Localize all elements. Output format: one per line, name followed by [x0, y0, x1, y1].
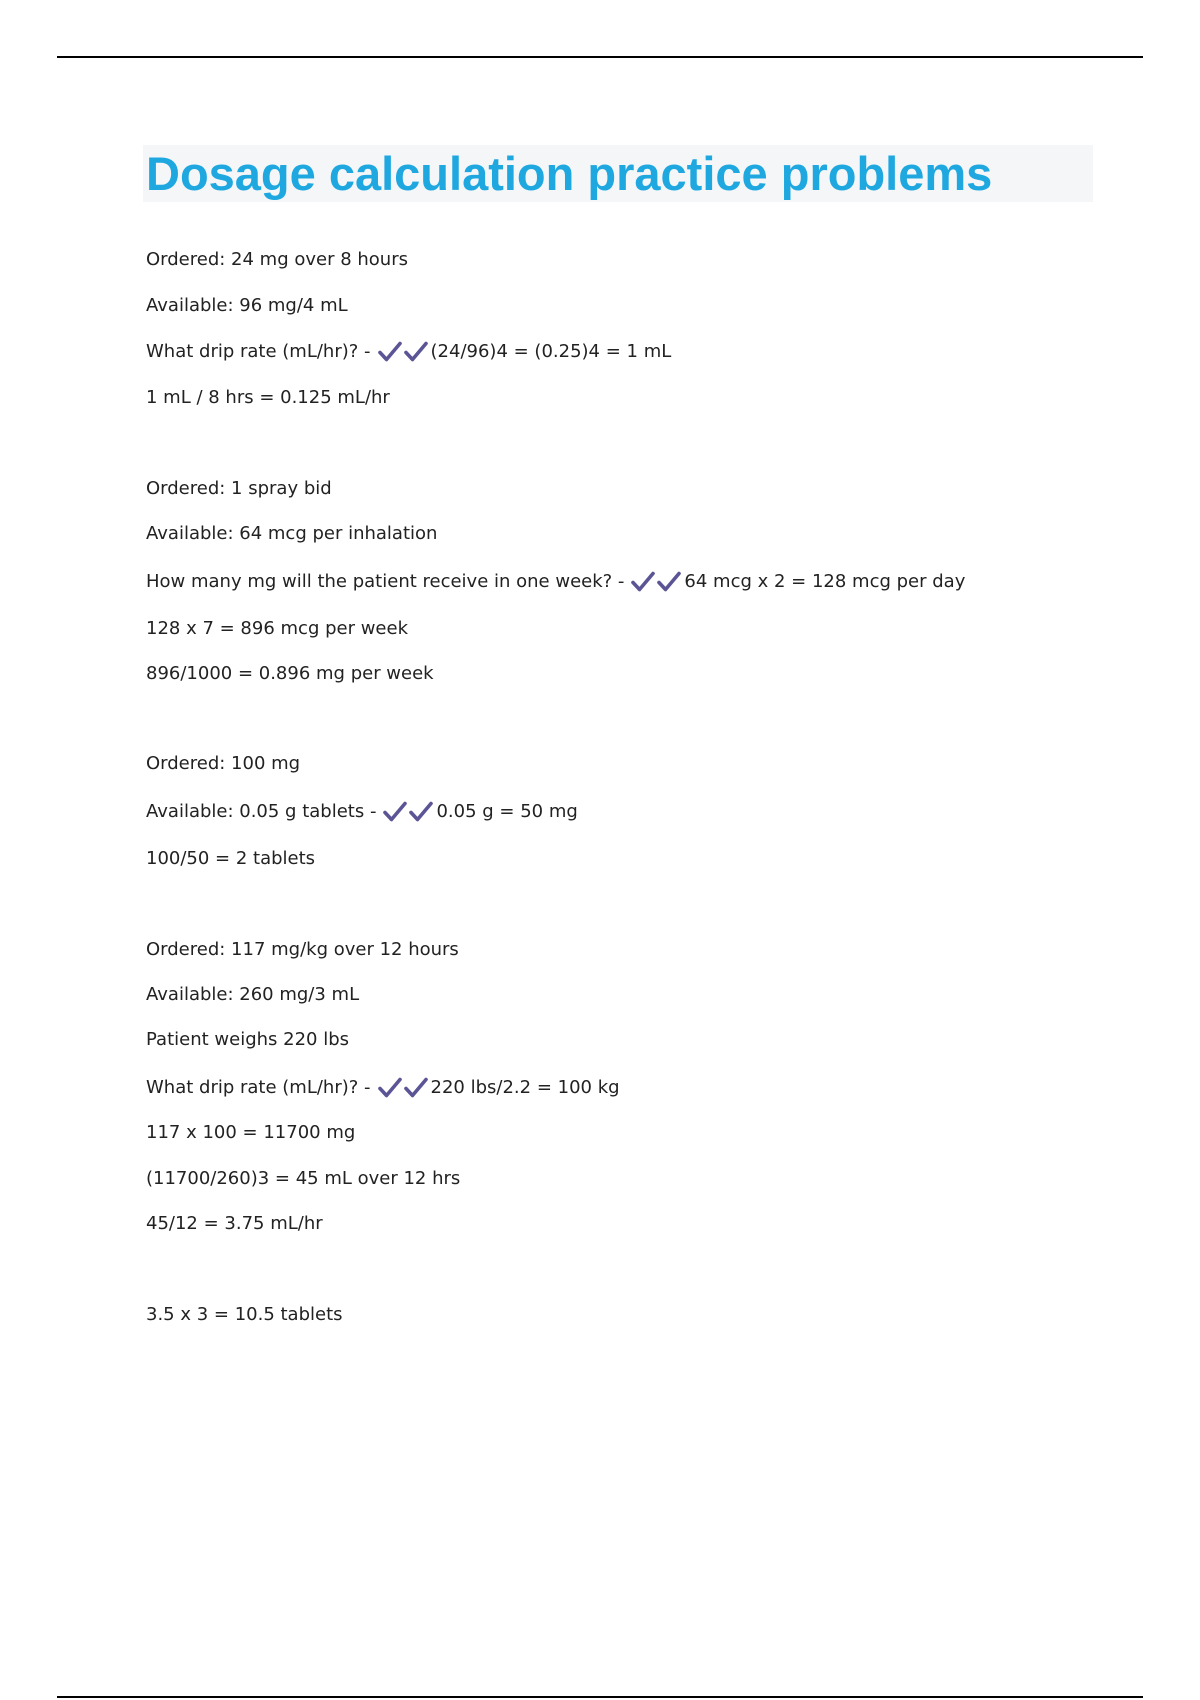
problem-2-question: How many mg will the patient receive in one week? -	[146, 571, 625, 592]
check-mark-icon	[408, 800, 434, 824]
problem-4-ordered: Ordered: 117 mg/kg over 12 hours	[146, 939, 459, 960]
problem-2-answer: 64 mcg x 2 = 128 mcg per day	[684, 571, 966, 592]
problem-1-available: Available: 96 mg/4 mL	[146, 295, 348, 316]
problem-3-answer: 0.05 g = 50 mg	[436, 801, 578, 822]
answer-check-marks	[377, 340, 429, 364]
problem-1-question: What drip rate (mL/hr)? -	[146, 341, 371, 362]
answer-check-marks	[630, 570, 682, 594]
answer-check-marks	[377, 1076, 429, 1100]
problem-4-answer-step: 117 x 100 = 11700 mg	[146, 1122, 356, 1143]
problem-2-answer-step: 896/1000 = 0.896 mg per week	[146, 663, 434, 684]
problem-3-question: Available: 0.05 g tablets -	[146, 801, 377, 822]
check-mark-icon	[656, 570, 682, 594]
check-mark-icon	[377, 1076, 403, 1100]
problem-1-ordered: Ordered: 24 mg over 8 hours	[146, 249, 408, 270]
problem-4-answer-step: 45/12 = 3.75 mL/hr	[146, 1213, 323, 1234]
problem-4-answer-step: (11700/260)3 = 45 mL over 12 hrs	[146, 1168, 461, 1189]
problem-1-question-line	[146, 340, 671, 364]
problem-1-answer-step: 1 mL / 8 hrs = 0.125 mL/hr	[146, 387, 390, 408]
problem-4-question-line	[146, 1076, 620, 1100]
problem-1-answer: (24/96)4 = (0.25)4 = 1 mL	[430, 341, 672, 362]
top-rule	[57, 56, 1143, 58]
problem-3-answer-step: 100/50 = 2 tablets	[146, 848, 316, 869]
check-mark-icon	[403, 1076, 429, 1100]
problem-4-available: Available: 260 mg/3 mL	[146, 984, 360, 1005]
check-mark-icon	[403, 340, 429, 364]
check-mark-icon	[630, 570, 656, 594]
trailing-answer-line: 3.5 x 3 = 10.5 tablets	[146, 1304, 343, 1325]
check-mark-icon	[382, 800, 408, 824]
bottom-rule	[57, 1696, 1143, 1698]
problem-4-answer: 220 lbs/2.2 = 100 kg	[430, 1077, 620, 1098]
answer-check-marks	[382, 800, 434, 824]
problem-4-question: What drip rate (mL/hr)? -	[146, 1077, 371, 1098]
check-mark-icon	[377, 340, 403, 364]
problem-3-ordered: Ordered: 100 mg	[146, 753, 301, 774]
problem-2-ordered: Ordered: 1 spray bid	[146, 478, 332, 499]
problem-2-available: Available: 64 mcg per inhalation	[146, 523, 438, 544]
page-title: Dosage calculation practice problems	[146, 147, 993, 200]
problem-4-weight: Patient weighs 220 lbs	[146, 1029, 350, 1050]
problem-3-question-line	[146, 800, 578, 824]
problem-2-question-line	[146, 570, 965, 594]
problem-2-answer-step: 128 x 7 = 896 mcg per week	[146, 618, 409, 639]
